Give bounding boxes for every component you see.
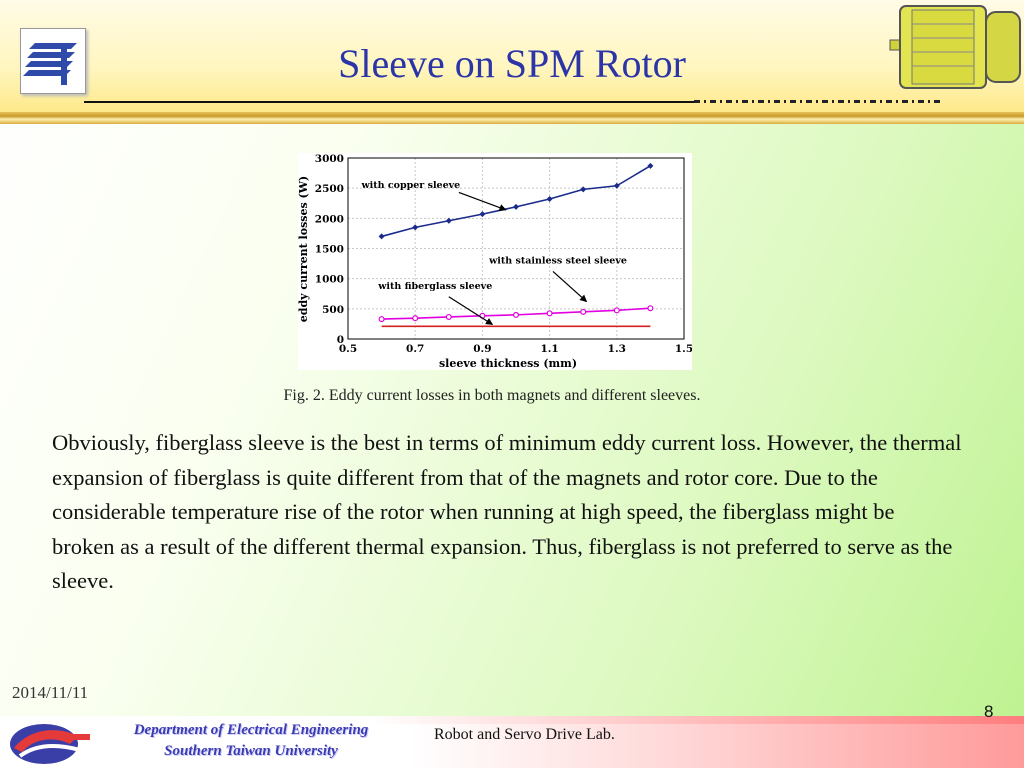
slide-date: 2014/11/11 bbox=[12, 683, 89, 702]
data-point bbox=[514, 312, 519, 317]
footer-lab: Robot and Servo Drive Lab. bbox=[434, 726, 615, 743]
eddy-loss-chart bbox=[298, 153, 692, 370]
x-tick-label: 0.5 bbox=[338, 343, 358, 355]
x-tick-label: 0.9 bbox=[473, 343, 492, 355]
body-paragraph: Obviously, fiberglass sleeve is the best in terms of minimum eddy current loss. However, the thermal expansion of fiberglass is quite different from that of the magnets and rotor core. Due to the considerable temperature rise of the rotor when running at high speed, the fiberglass might be broken as a result of the different thermal expansion. Thus, fiberglass is not preferred to serve as the sleeve. bbox=[52, 430, 962, 593]
chart-annotation: with fiberglass sleeve bbox=[378, 280, 493, 292]
data-point bbox=[379, 317, 384, 322]
footer-department bbox=[110, 720, 392, 762]
data-point bbox=[581, 309, 586, 314]
chart-annotation: with copper sleeve bbox=[361, 180, 461, 192]
y-axis-label: eddy current losses (W) bbox=[298, 175, 310, 323]
x-tick-label: 1.5 bbox=[674, 343, 692, 355]
y-tick-label: 1500 bbox=[314, 243, 344, 256]
data-point bbox=[479, 211, 485, 217]
university-name: Southern Taiwan University bbox=[164, 743, 338, 759]
x-axis-label: sleeve thickness (mm) bbox=[438, 357, 578, 370]
y-tick-label: 3000 bbox=[314, 153, 344, 165]
page-number: 8 bbox=[984, 702, 994, 721]
x-tick-label: 1.1 bbox=[540, 343, 559, 355]
y-tick-label: 1000 bbox=[314, 273, 344, 286]
annotation-arrow bbox=[553, 271, 587, 301]
data-point bbox=[614, 308, 619, 313]
data-point bbox=[547, 196, 553, 202]
data-point bbox=[446, 315, 451, 320]
y-tick-label: 2500 bbox=[314, 183, 344, 196]
header-rule bbox=[0, 112, 1024, 124]
department-name: Department of Electrical Engineering bbox=[133, 722, 369, 738]
figure-caption: Fig. 2. Eddy current losses in both magnets and different sleeves. bbox=[283, 387, 701, 404]
university-logo-icon bbox=[0, 714, 96, 768]
series-line-0 bbox=[382, 166, 651, 237]
chart-svg bbox=[298, 153, 692, 370]
data-point bbox=[580, 186, 586, 192]
data-point bbox=[547, 311, 552, 316]
annotation-arrow bbox=[449, 297, 493, 325]
data-point bbox=[379, 233, 385, 239]
x-tick-label: 1.3 bbox=[607, 343, 626, 355]
data-point bbox=[413, 316, 418, 321]
title-underline bbox=[84, 101, 694, 103]
y-tick-label: 2000 bbox=[314, 213, 344, 226]
y-tick-label: 0 bbox=[336, 334, 344, 346]
data-point bbox=[648, 306, 653, 311]
slide-title: Sleeve on SPM Rotor bbox=[338, 41, 686, 86]
data-point bbox=[446, 218, 452, 224]
data-point bbox=[513, 204, 519, 210]
x-tick-label: 0.7 bbox=[406, 343, 425, 355]
university-logo bbox=[0, 714, 96, 768]
chart-annotation: with stainless steel sleeve bbox=[489, 255, 627, 267]
title-dashed-rule bbox=[694, 100, 944, 103]
data-point bbox=[412, 224, 418, 230]
y-tick-label: 500 bbox=[322, 303, 344, 316]
